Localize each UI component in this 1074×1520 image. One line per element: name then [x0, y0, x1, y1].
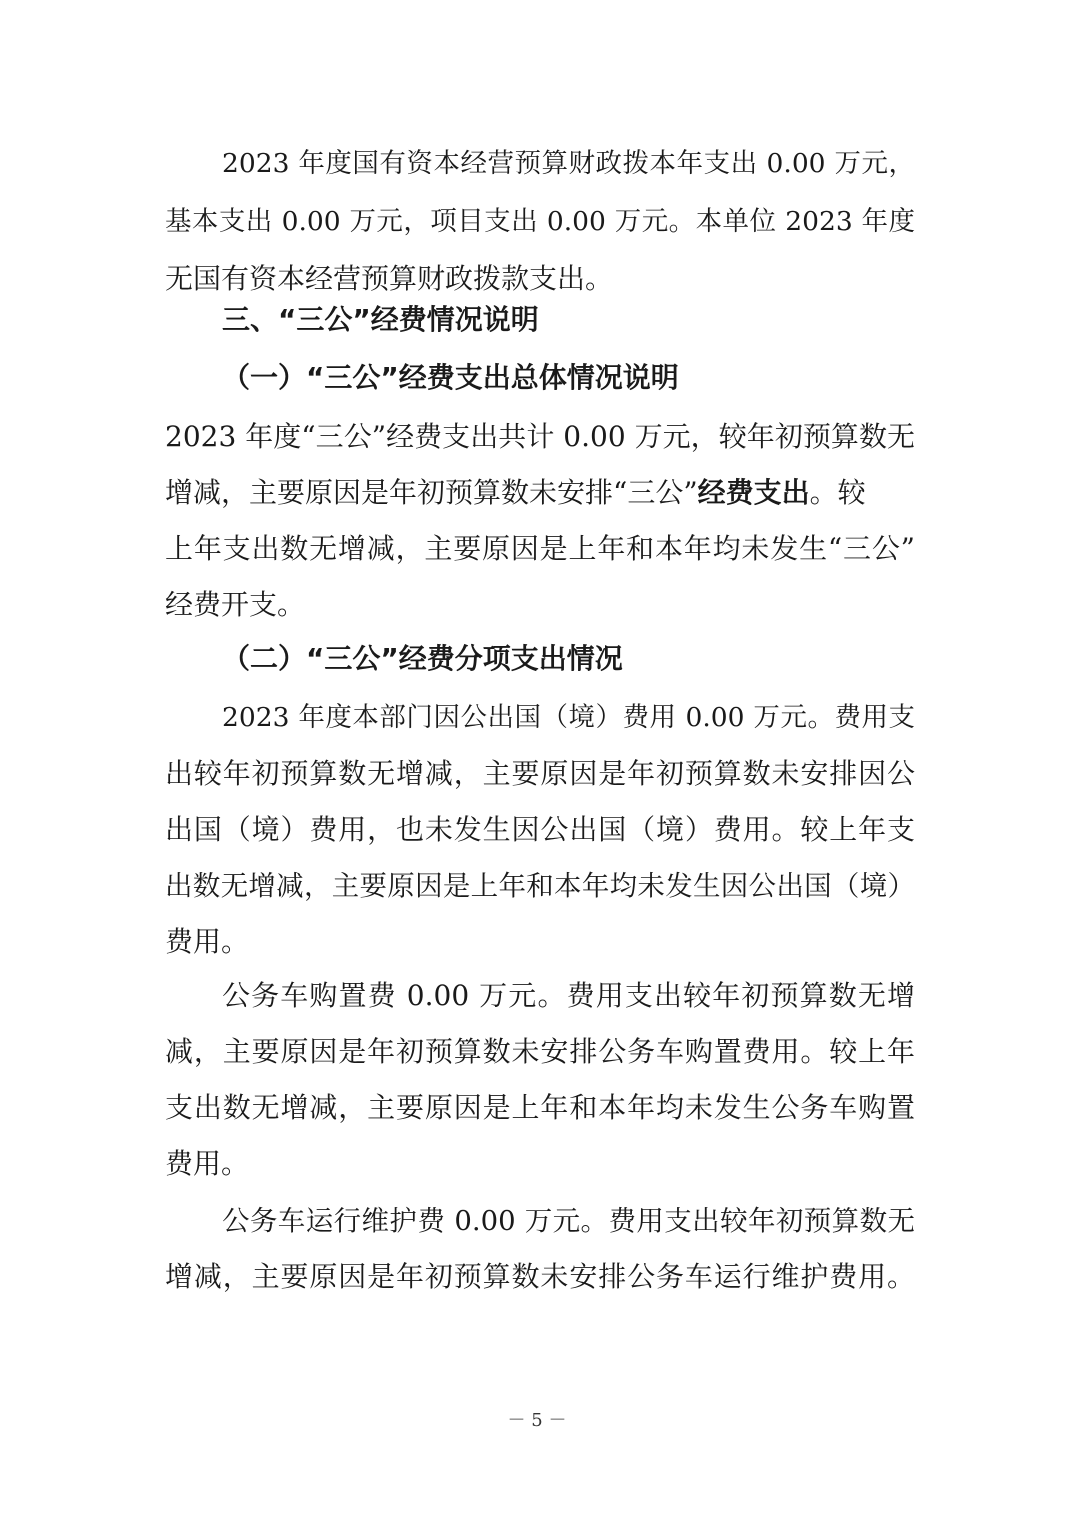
abroad-line-2: 出较年初预算数无增减，主要原因是年初预算数未安排因公: [165, 757, 915, 790]
vehicle-maintenance-line-1: 公务车运行维护费 0.00 万元。费用支出较年初预算数无: [222, 1205, 915, 1237]
paragraph-1-line-3: 无国有资本经营预算财政拨款支出。: [165, 262, 614, 295]
abroad-line-5: 费用。: [165, 925, 250, 958]
subsection-1-line-4: 经费开支。: [165, 588, 306, 621]
vehicle-purchase-line-3: 支出数无增减，主要原因是上年和本年均未发生公务车购置: [165, 1091, 915, 1124]
page-number: － 5 －: [507, 1410, 567, 1431]
abroad-line-1: 2023 年度本部门因公出国（境）费用 0.00 万元。费用支: [222, 702, 915, 733]
section-3-heading: 三、“三公”经费情况说明: [222, 303, 539, 336]
paragraph-1-line-1: 2023 年度国有资本经营预算财政拨本年支出 0.00 万元，: [222, 148, 915, 179]
subsection-2-heading: （二）“三公”经费分项支出情况: [222, 642, 623, 675]
abroad-line-3: 出国（境）费用，也未发生因公出国（境）费用。较上年支: [165, 813, 915, 846]
subsection-1-line-3: 上年支出数无增减，主要原因是上年和本年均未发生“三公”: [165, 532, 915, 565]
vehicle-purchase-line-1: 公务车购置费 0.00 万元。费用支出较年初预算数无增: [222, 979, 915, 1012]
vehicle-purchase-line-4: 费用。: [165, 1147, 250, 1180]
paragraph-1-line-2: 基本支出 0.00 万元，项目支出 0.00 万元。本单位 2023 年度: [165, 206, 915, 237]
abroad-line-4: 出数无增减，主要原因是上年和本年均未发生因公出国（境）: [165, 870, 915, 902]
subsection-1-line-2-tail: 。较: [809, 476, 866, 509]
subsection-1-line-2-text: 增减，主要原因是年初预算数未安排“三公”: [165, 476, 698, 509]
vehicle-maintenance-line-2: 增减，主要原因是年初预算数未安排公务车运行维护费用。: [165, 1260, 915, 1293]
vehicle-purchase-line-2: 减，主要原因是年初预算数未安排公务车购置费用。较上年: [165, 1035, 915, 1068]
subsection-1-line-1: 2023 年度“三公”经费支出共计 0.00 万元，较年初预算数无: [165, 420, 915, 453]
subsection-1-line-2: [165, 476, 915, 510]
subsection-1-line-2-bold: 经费支出: [697, 476, 810, 509]
subsection-1-heading: （一）“三公”经费支出总体情况说明: [222, 361, 679, 394]
